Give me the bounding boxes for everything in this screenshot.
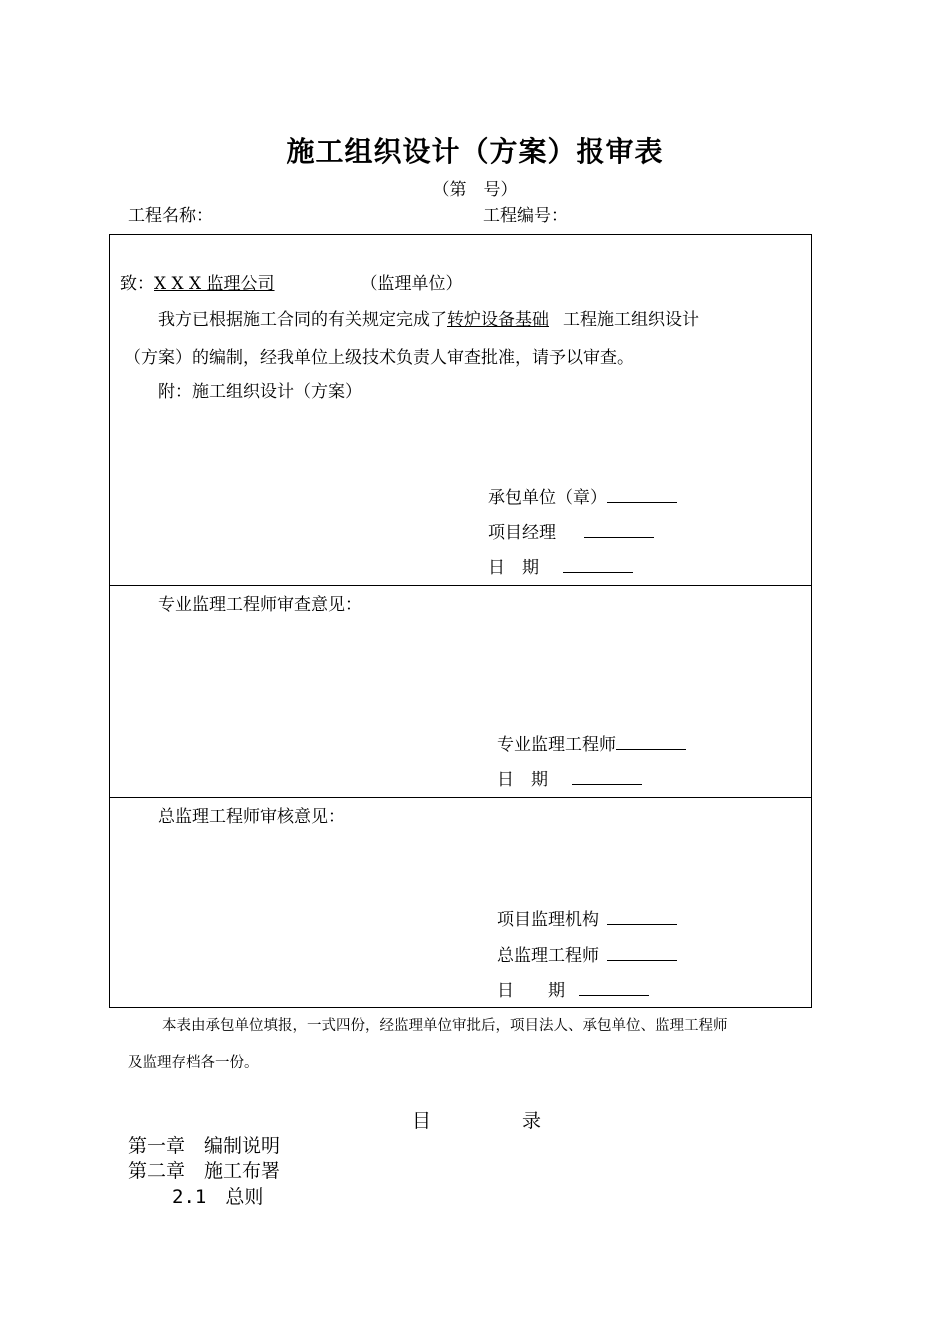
project-name-label: 工程名称：: [128, 206, 213, 226]
toc-heading-right: 录: [522, 1110, 542, 1132]
section2-date: 日 期: [497, 765, 642, 790]
toc-heading-left: 目: [412, 1110, 432, 1132]
section3-date: 日 期: [497, 976, 649, 1001]
addressee-suffix: （监理单位）: [360, 274, 463, 294]
toc-item[interactable]: 第一章 编制说明: [128, 1135, 281, 1157]
project-title: 转炉设备基础: [447, 310, 549, 330]
section1-date-blank[interactable]: [563, 556, 633, 573]
chief-review-heading: 总监理工程师审核意见：: [158, 807, 345, 827]
specialist-engineer-blank[interactable]: [616, 733, 686, 750]
section1-date: 日 期: [488, 553, 633, 578]
contractor-signature: 承包单位（章）: [488, 483, 677, 508]
section2-date-blank[interactable]: [572, 768, 642, 785]
toc-item[interactable]: 第二章 施工布署: [128, 1160, 281, 1182]
manager-signature: 项目经理: [488, 518, 654, 543]
section3-date-blank[interactable]: [579, 979, 649, 996]
manager-blank[interactable]: [584, 521, 654, 538]
chief-engineer-signature: 总监理工程师: [497, 941, 677, 966]
body-line-1: 我方已根据施工合同的有关规定完成了转炉设备基础 工程施工组织设计: [158, 310, 699, 330]
toc-item[interactable]: 2.1 总则: [172, 1186, 264, 1208]
project-no-label: 工程编号：: [483, 206, 568, 226]
supervision-org-blank[interactable]: [607, 908, 677, 925]
form-title: 施工组织设计（方案）报审表: [286, 135, 664, 168]
specialist-review-heading: 专业监理工程师审查意见：: [158, 595, 362, 615]
body-line-2: （方案）的编制，经我单位上级技术负责人审查批准，请予以审查。: [124, 348, 634, 368]
supervision-org-signature: 项目监理机构: [497, 905, 677, 930]
contractor-blank[interactable]: [607, 486, 677, 503]
section-divider-1: [110, 585, 811, 586]
supervisor-company: X X X 监理公司: [154, 274, 275, 294]
approval-form: [109, 234, 812, 1008]
attachment-line: 附：施工组织设计（方案）: [158, 382, 362, 402]
section-divider-2: [110, 797, 811, 798]
serial-number: （第 号）: [432, 180, 518, 200]
addressee-prefix: 致：: [120, 274, 154, 294]
addressee-line: [120, 269, 463, 294]
footnote-line-2: 及监理存档各一份。: [128, 1055, 259, 1071]
specialist-engineer-signature: 专业监理工程师: [497, 730, 686, 755]
chief-engineer-blank[interactable]: [607, 944, 677, 961]
footnote-line-1: 本表由承包单位填报，一式四份，经监理单位审批后，项目法人、承包单位、监理工程师: [162, 1018, 728, 1034]
